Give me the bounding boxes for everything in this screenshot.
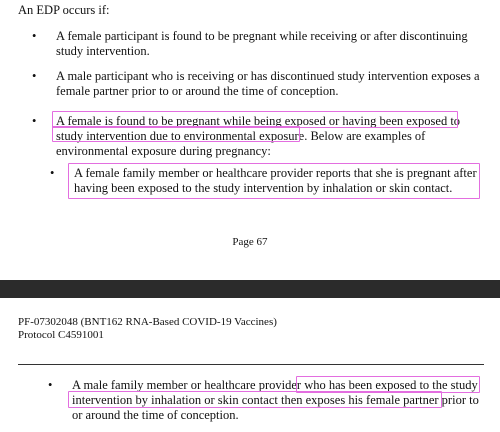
text-line: intervention by inhalation or skin contact then exposes his female partner prior to	[72, 393, 479, 407]
header-rule	[18, 364, 484, 365]
page-number: Page 67	[232, 236, 268, 248]
header-protocol: Protocol C4591001	[18, 329, 104, 341]
text-line: A female is found to be pregnant while being exposed or having been exposed to	[56, 114, 461, 128]
bullet-dot: •	[32, 69, 37, 83]
bullet-dot: •	[50, 166, 55, 180]
text-line: having been exposed to the study intervention by inhalation or skin contact.	[74, 181, 453, 195]
bullet-dot: •	[32, 29, 37, 43]
intro-text: An EDP occurs if:	[18, 3, 110, 17]
text-line: female partner prior to or around the time of conception.	[56, 84, 339, 98]
text-line: study intervention due to environmental exposure. Below are examples of	[56, 129, 426, 143]
text-line: A male participant who is receiving or has discontinued study intervention exposes a	[56, 69, 480, 83]
document-header	[18, 316, 277, 342]
header-product: PF-07302048 (BNT162 RNA-Based COVID-19 Vaccines)	[18, 316, 277, 328]
bullet-dot: •	[48, 378, 53, 392]
text-line: study intervention.	[56, 44, 150, 58]
text-line: A female participant is found to be pregnant while receiving or after discontinuing	[56, 29, 468, 43]
text-line: environmental exposure during pregnancy:	[56, 144, 271, 158]
text-line: or around the time of conception.	[72, 408, 239, 422]
text-line: A female family member or healthcare provider reports that she is pregnant after	[74, 166, 477, 180]
page-gap	[0, 280, 500, 298]
text-line: A male family member or healthcare provider who has been exposed to the study	[72, 378, 478, 392]
bullet-dot: •	[32, 114, 37, 128]
